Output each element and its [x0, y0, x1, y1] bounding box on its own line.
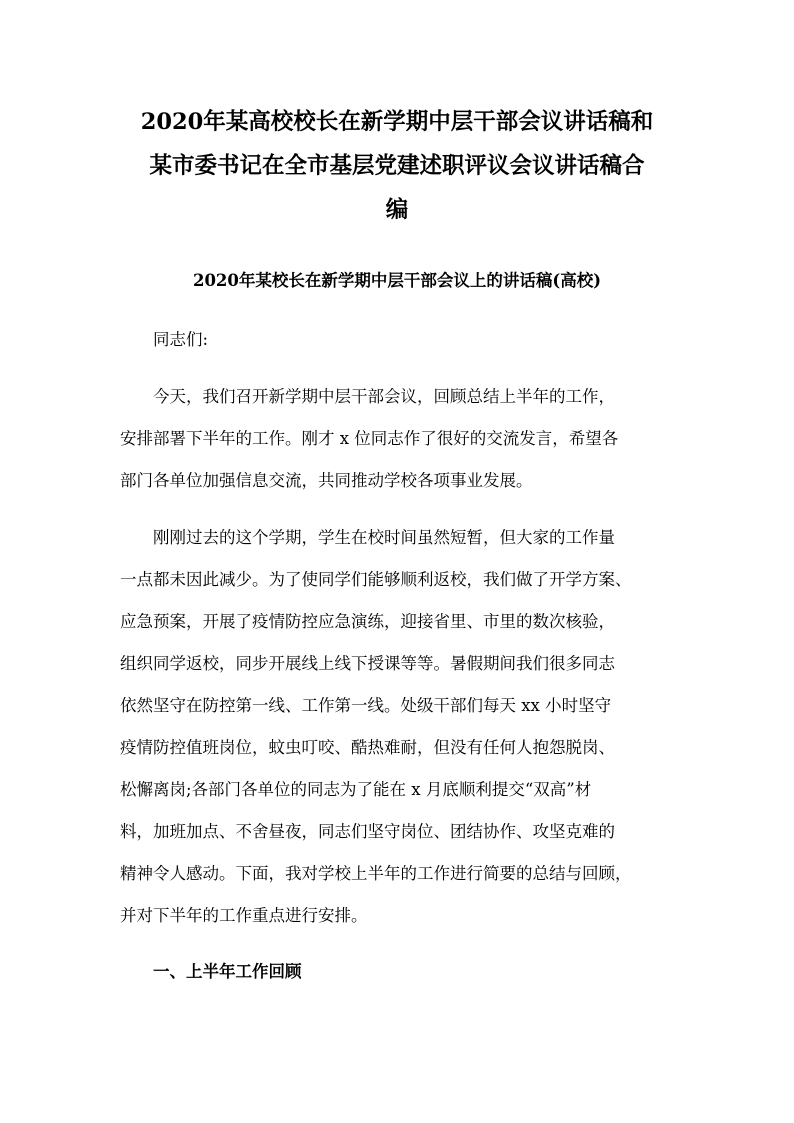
- paragraph-2-line-1: 刚刚过去的这个学期，学生在校时间虽然短暂，但大家的工作量: [153, 528, 615, 547]
- title-line-3: 编: [385, 197, 409, 223]
- salutation: 同志们:: [153, 330, 209, 349]
- paragraph-2-line-3: 应急预案，开展了疫情防控应急演练，迎接省里、市里的数次核验，: [120, 612, 615, 631]
- paragraph-2-line-2: 一点都未因此减少。为了使同学们能够顺利返校，我们做了开学方案、: [120, 570, 632, 589]
- paragraph-2-line-7: 松懈离岗;各部门各单位的同志为了能在 x 月底顺利提交“双高”材: [120, 780, 592, 799]
- paragraph-2-line-10: 并对下半年的工作重点进行安排。: [120, 906, 368, 925]
- paragraph-2-line-5: 依然坚守在防控第一线、工作第一线。处级干部们每天 xx 小时坚守: [120, 696, 612, 715]
- paragraph-1-line-3: 部门各单位加强信息交流，共同推动学校各项事业发展。: [120, 471, 533, 490]
- paragraph-2-line-6: 疫情防控值班岗位，蚊虫叮咬、酷热难耐，但没有任何人抱怨脱岗、: [120, 738, 615, 757]
- paragraph-2-line-8: 料，加班加点、不舍昼夜，同志们坚守岗位、团结协作、攻坚克难的: [120, 822, 615, 841]
- paragraph-1-line-1: 今天，我们召开新学期中层干部会议，回顾总结上半年的工作，: [153, 387, 615, 406]
- speech-title: 2020年某校长在新学期中层干部会议上的讲话稿(高校): [192, 271, 602, 290]
- title-line-1: 2020年某高校校长在新学期中层干部会议讲话稿和: [140, 109, 654, 135]
- section-heading: 一、上半年工作回顾: [153, 962, 302, 981]
- title-line-2: 某市委书记在全市基层党建述职评议会议讲话稿合: [149, 153, 645, 179]
- paragraph-2-line-4: 组织同学返校，同步开展线上线下授课等等。暑假期间我们很多同志: [120, 654, 615, 673]
- paragraph-1-line-2: 安排部署下半年的工作。刚才 x 位同志作了很好的交流发言，希望各: [120, 429, 619, 448]
- paragraph-2-line-9: 精神令人感动。下面，我对学校上半年的工作进行简要的总结与回顾，: [120, 864, 632, 883]
- document-title: [120, 100, 674, 232]
